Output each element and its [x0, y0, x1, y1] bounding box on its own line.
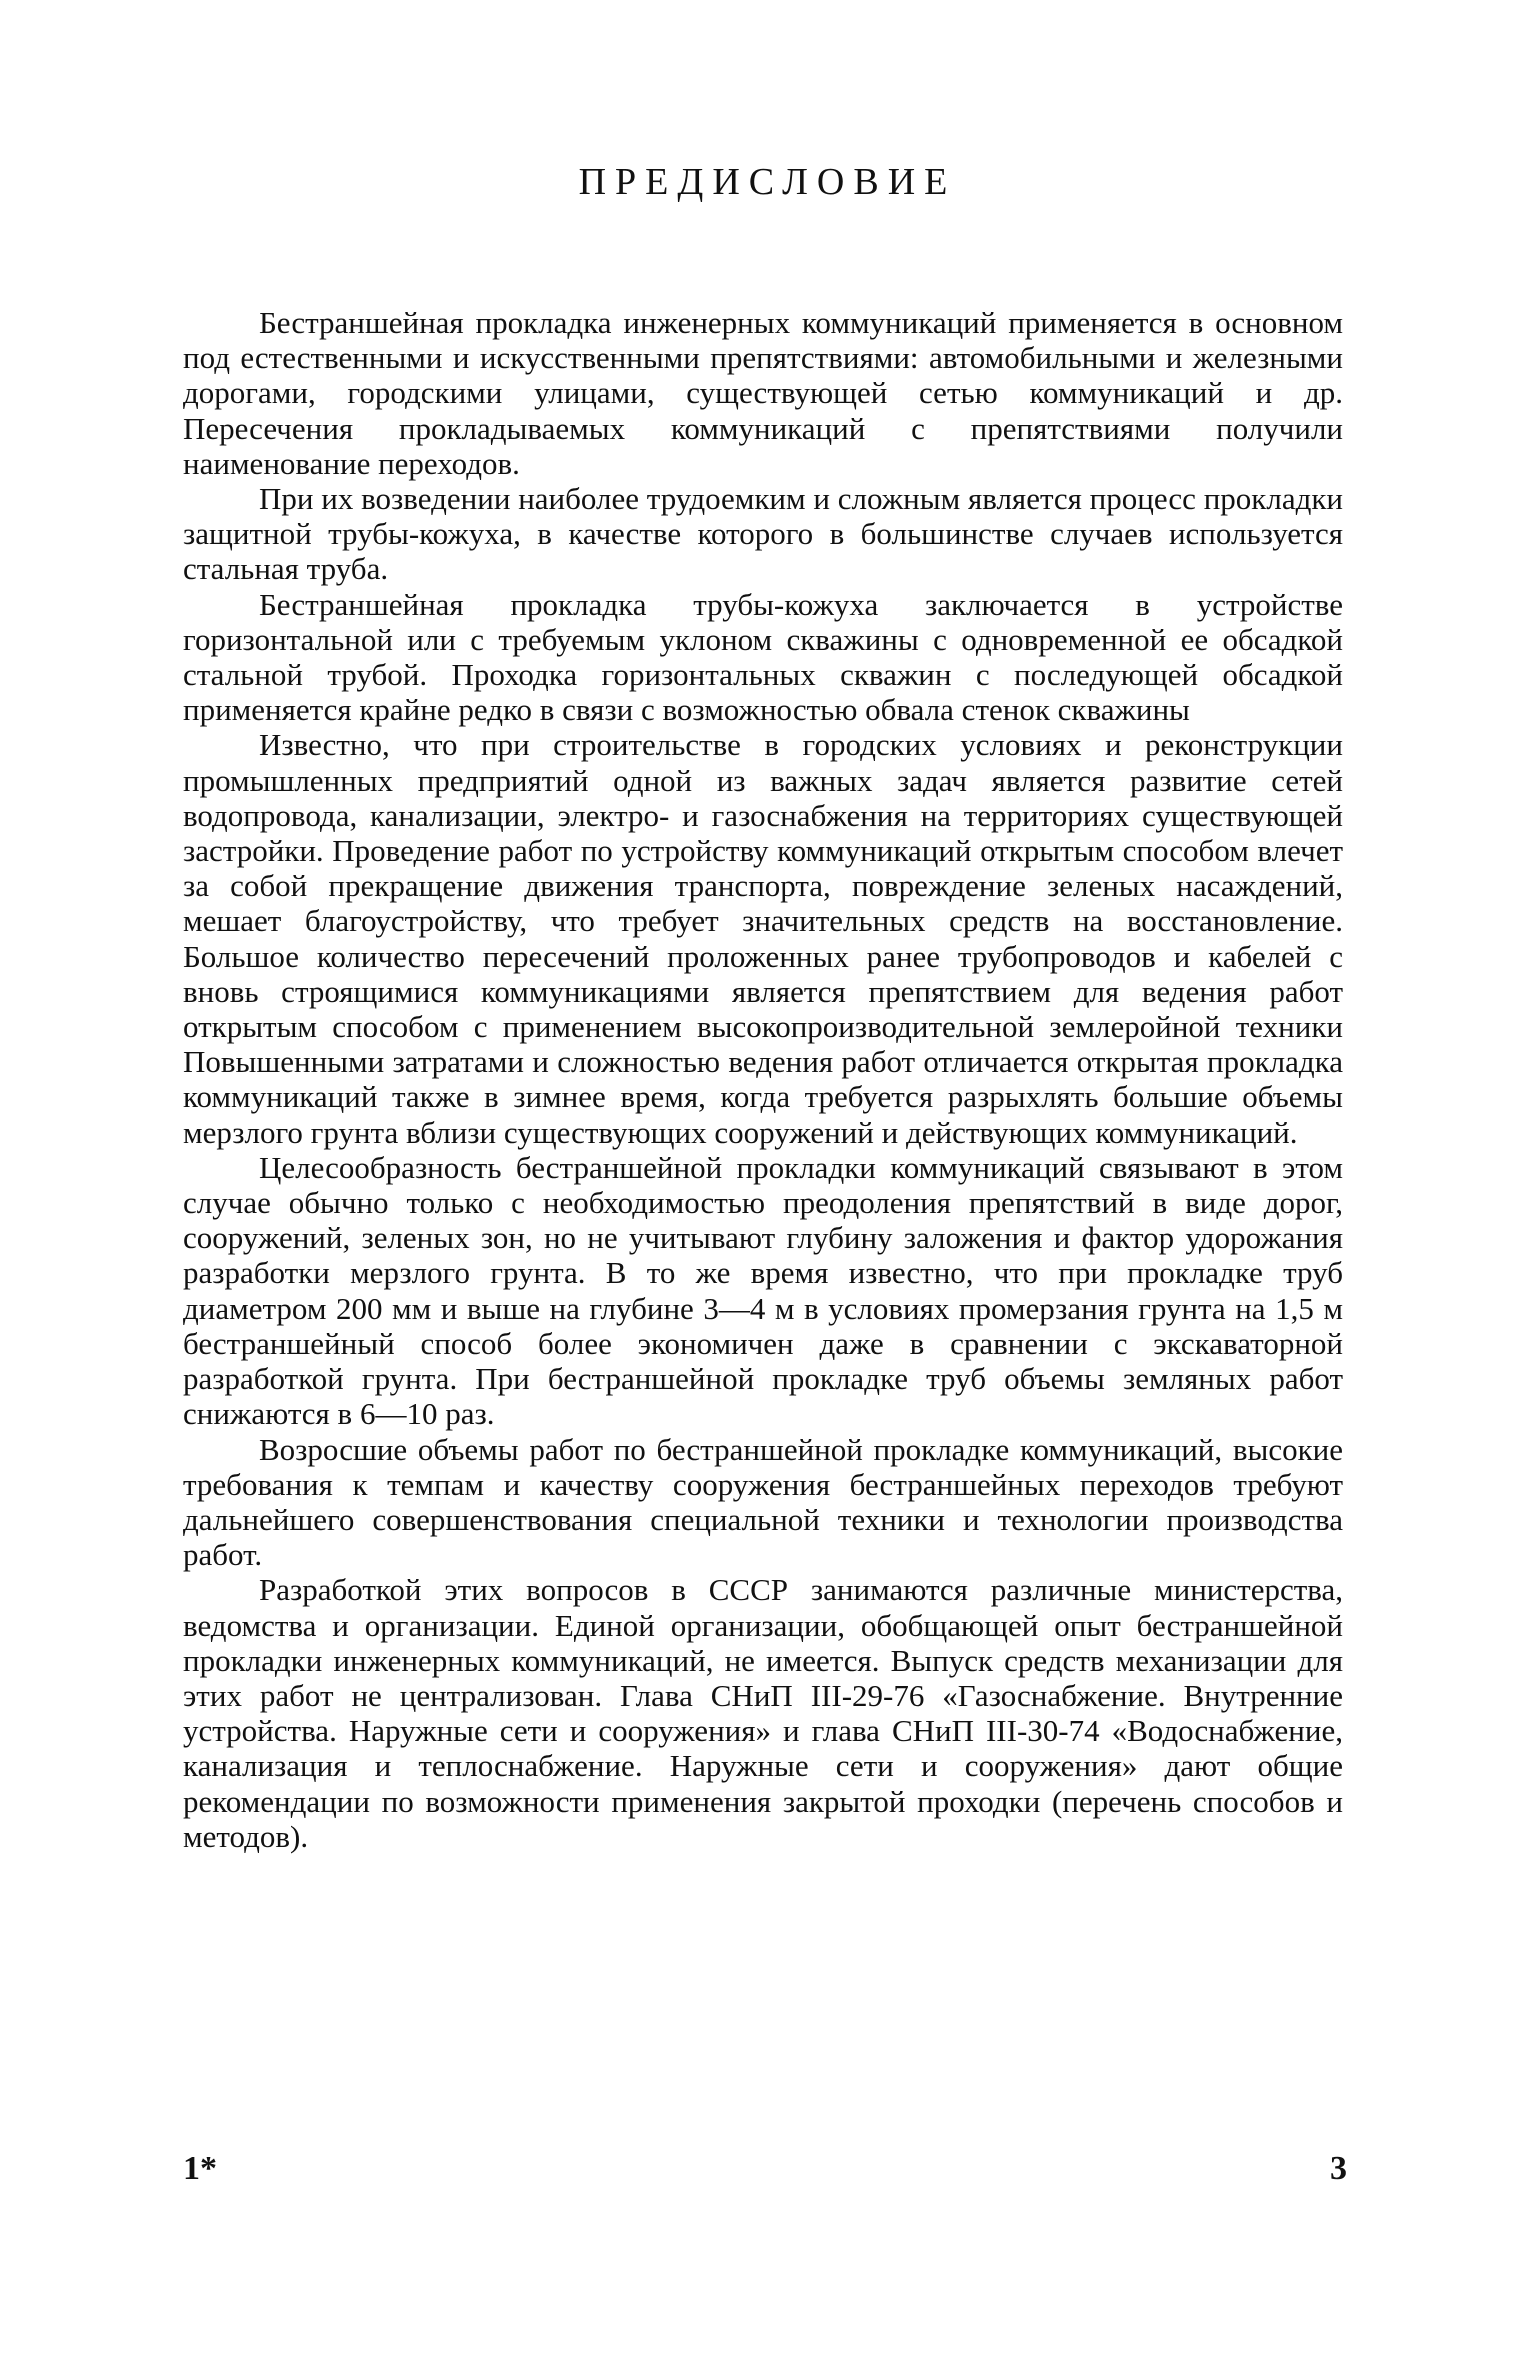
paragraph: Целесообразность бестраншейной прокладки коммуникаций связывают в этом случае обычно только с необходимостью преодоления препятствий в виде дорог, сооружений, зеленых зон, но не учитывают глубину заложения и фактор удорожания разработки мерзлого грунта. В то же время известно, что при прокладке труб диаметром 200 мм и выше на глубине 3—4 м в условиях промерзания грунта на 1,5 м бестраншейный способ более экономичен даже в сравнении с экскаваторной разработкой грунта. При бестраншейной прокладке труб объемы земляных работ снижаются в 6—10 раз.: [183, 1149, 1343, 1432]
page-title: ПРЕДИСЛОВИЕ: [578, 161, 957, 203]
paragraph: Возросшие объемы работ по бестраншейной прокладке коммуникаций, высокие требования к темпам и качеству сооружения бестраншейных переходов требуют дальнейшего совершенствования специальной техники и технологии производства работ.: [183, 1431, 1343, 1573]
page-number: 3: [1330, 2150, 1347, 2187]
paragraph: Разработкой этих вопросов в СССР занимаются различные министерства, ведомства и организации. Единой организации, обобщающей опыт бестраншейной прокладки инженерных коммуникаций, не имеется. Выпуск средств механизации для этих работ не централизован. Глава СНиП III-29-76 «Газоснабжение. Внутренние устройства. Наружные сети и сооружения» и глава СНиП III-30-74 «Водоснабжение, канализация и теплоснабжение. Наружные сети и сооружения» дают общие рекомендации по возможности применения закрытой проходки (перечень способов и методов).: [183, 1572, 1343, 1854]
paragraph: При их возведении наиболее трудоемким и сложным является процесс прокладки защитной трубы-кожуха, в качестве которого в большинстве случаев используется стальная труба.: [183, 481, 1343, 587]
body-text: [183, 305, 1343, 1854]
paragraph: Бестраншейная прокладка трубы-кожуха заключается в устройстве горизонтальной или с требуемым уклоном скважины с одновременной ее обсадкой стальной трубой. Проходка горизонтальных скважин с последующей обсадкой применяется крайне редко в связи с возможностью обвала стенок скважины: [183, 586, 1343, 728]
paragraph: Бестраншейная прокладка инженерных коммуникаций применяется в основном под естественными и искусственными препятствиями: автомобильными и железными дорогами, городскими улицами, существующей сетью коммуникаций и др. Пересечения прокладываемых коммуникаций с препятствиями получили наименование переходов.: [183, 305, 1343, 481]
paragraph: Известно, что при строительстве в городских условиях и реконструкции промышленных предприятий одной из важных задач является развитие сетей водопровода, канализации, электро- и газоснабжения на территориях существующей застройки. Проведение работ по устройству коммуникаций открытым способом влечет за собой прекращение движения транспорта, повреждение зеленых насаждений, мешает благоустройству, что требует значительных средств на восстановление. Большое количество пересечений проложенных ранее трубопроводов и кабелей с вновь строящимися коммуникациями является препятствием для ведения работ открытым способом с применением высокопроизводительной землеройной техники Повышенными затратами и сложностью ведения работ отличается открытая прокладка коммуникаций также в зимнее время, когда требуется разрыхлять большие объемы мерзлого грунта вблизи существующих сооружений и действующих коммуникаций.: [183, 727, 1343, 1150]
signature-mark: 1*: [183, 2150, 217, 2187]
